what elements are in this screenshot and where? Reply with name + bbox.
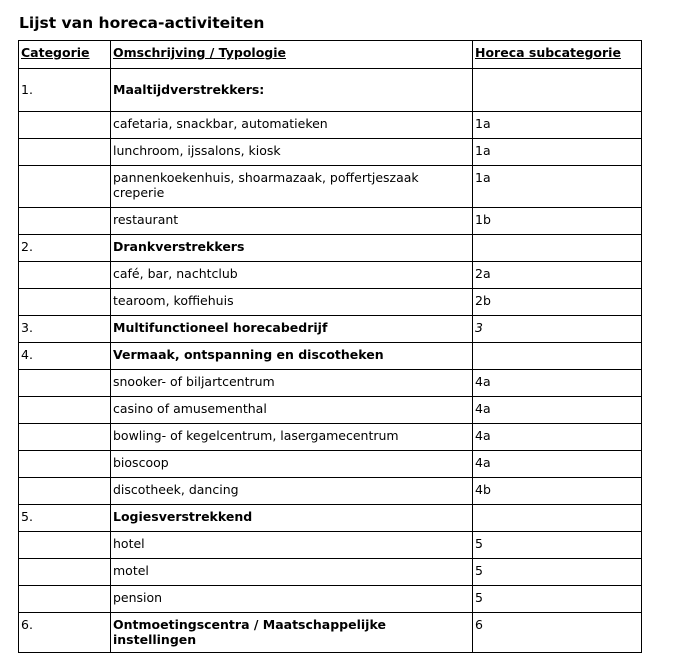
activity-description: hotel xyxy=(111,532,473,559)
subcategory-code: 6 xyxy=(473,613,642,653)
category-number: 6. xyxy=(19,613,111,653)
table-row xyxy=(19,505,642,532)
category-number: 2. xyxy=(19,235,111,262)
subcategory-code: 2b xyxy=(473,289,642,316)
category-number xyxy=(19,586,111,613)
category-number xyxy=(19,424,111,451)
subcategory-code: 1a xyxy=(473,112,642,139)
activity-description: tearoom, koffiehuis xyxy=(111,289,473,316)
table-row xyxy=(19,586,642,613)
table-row xyxy=(19,316,642,343)
category-number xyxy=(19,478,111,505)
table-row xyxy=(19,478,642,505)
category-label: Ontmoetingscentra / Maatschappelijke instellingen xyxy=(111,613,473,653)
table-row xyxy=(19,397,642,424)
activity-description: restaurant xyxy=(111,208,473,235)
activity-description: lunchroom, ijssalons, kiosk xyxy=(111,139,473,166)
category-number xyxy=(19,451,111,478)
category-number xyxy=(19,208,111,235)
subcategory-code: 4a xyxy=(473,397,642,424)
category-number xyxy=(19,139,111,166)
activity-description: snooker- of biljartcentrum xyxy=(111,370,473,397)
page-title: Lijst van horeca-activiteiten xyxy=(19,14,265,32)
table-row xyxy=(19,343,642,370)
subcategory-code xyxy=(473,505,642,532)
category-label: Drankverstrekkers xyxy=(111,235,473,262)
table-row xyxy=(19,613,642,653)
category-label: Logiesverstrekkend xyxy=(111,505,473,532)
category-number xyxy=(19,559,111,586)
category-number xyxy=(19,532,111,559)
subcategory-code: 2a xyxy=(473,262,642,289)
category-label: Maaltijdverstrekkers: xyxy=(111,69,473,112)
activity-description: bowling- of kegelcentrum, lasergamecentrum xyxy=(111,424,473,451)
table-row xyxy=(19,262,642,289)
table-row xyxy=(19,451,642,478)
subcategory-code: 4a xyxy=(473,451,642,478)
activity-description: café, bar, nachtclub xyxy=(111,262,473,289)
category-number xyxy=(19,112,111,139)
activity-description: pannenkoekenhuis, shoarmazaak, poffertjeszaak creperie xyxy=(111,166,473,208)
category-number xyxy=(19,370,111,397)
subcategory-code: 5 xyxy=(473,559,642,586)
activity-description: cafetaria, snackbar, automatieken xyxy=(111,112,473,139)
table-row xyxy=(19,289,642,316)
activity-description: motel xyxy=(111,559,473,586)
subcategory-code: 4a xyxy=(473,370,642,397)
table-row xyxy=(19,235,642,262)
subcategory-code: 1b xyxy=(473,208,642,235)
category-number: 5. xyxy=(19,505,111,532)
table-row xyxy=(19,208,642,235)
table-row xyxy=(19,139,642,166)
activity-description: discotheek, dancing xyxy=(111,478,473,505)
category-number xyxy=(19,262,111,289)
category-number xyxy=(19,166,111,208)
table-row xyxy=(19,559,642,586)
horeca-activities-table xyxy=(18,40,642,653)
activity-description: casino of amusementhal xyxy=(111,397,473,424)
subcategory-code: 4b xyxy=(473,478,642,505)
subcategory-code xyxy=(473,343,642,370)
table-row xyxy=(19,69,642,112)
subcategory-code: 4a xyxy=(473,424,642,451)
activity-description: bioscoop xyxy=(111,451,473,478)
category-label: Vermaak, ontspanning en discotheken xyxy=(111,343,473,370)
table-row xyxy=(19,532,642,559)
activity-description: pension xyxy=(111,586,473,613)
subcategory-code: 3 xyxy=(473,316,642,343)
header-subcategorie: Horeca subcategorie xyxy=(473,41,642,69)
header-omschrijving: Omschrijving / Typologie xyxy=(111,41,473,69)
table-row xyxy=(19,370,642,397)
table-row xyxy=(19,166,642,208)
subcategory-code: 5 xyxy=(473,586,642,613)
table-row xyxy=(19,112,642,139)
header-categorie: Categorie xyxy=(19,41,111,69)
subcategory-code xyxy=(473,235,642,262)
category-number: 1. xyxy=(19,69,111,112)
subcategory-code: 1a xyxy=(473,139,642,166)
category-number: 4. xyxy=(19,343,111,370)
category-label: Multifunctioneel horecabedrijf xyxy=(111,316,473,343)
subcategory-code xyxy=(473,69,642,112)
table-row xyxy=(19,424,642,451)
subcategory-code: 1a xyxy=(473,166,642,208)
category-number xyxy=(19,397,111,424)
category-number xyxy=(19,289,111,316)
table-header-row xyxy=(19,41,642,69)
subcategory-code: 5 xyxy=(473,532,642,559)
category-number: 3. xyxy=(19,316,111,343)
